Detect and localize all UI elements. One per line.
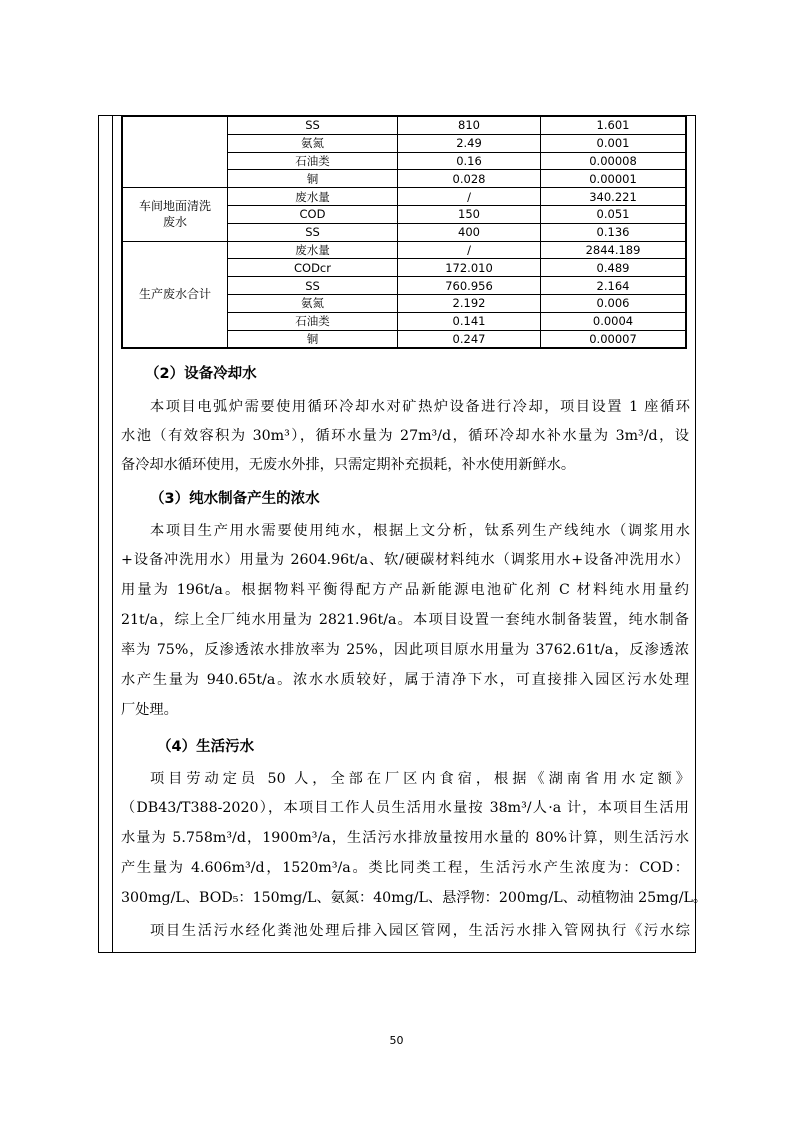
amount-cell: 2844.189: [541, 241, 687, 259]
item-cell: 氨氮: [228, 134, 398, 152]
table-row: [122, 188, 686, 206]
conc-cell: 0.141: [398, 312, 541, 330]
paragraph-line: 本项目电弧炉需要使用循环冷却水对矿热炉设备进行冷却，项目设置 1 座循环: [150, 399, 690, 415]
group-cell: [122, 117, 228, 188]
paragraph-line: +设备冲洗用水）用量为 2604.96t/a、软/硬碳材料纯水（调浆用水+设备冲洗用水）: [121, 552, 689, 568]
conc-cell: 400: [398, 223, 541, 241]
section-heading-concentrate: （3）纯水制备产生的浓水: [150, 491, 320, 507]
item-cell: 石油类: [228, 152, 398, 170]
item-cell: 废水量: [228, 188, 398, 206]
paragraph-line: 水池（有效容积为 30m³），循环水量为 27m³/d，循环冷却水补水量为 3m³/d，设: [121, 428, 689, 444]
amount-cell: 0.00007: [541, 330, 687, 348]
item-cell: COD: [228, 205, 398, 223]
paragraph-line: 备冷却水循环使用，无废水外排，只需定期补充损耗，补水使用新鲜水。: [121, 457, 576, 473]
paragraph-line: 产生量为 4.606m³/d，1520m³/a。类比同类工程，生活污水产生浓度为：COD：: [121, 860, 689, 876]
item-cell: 铜: [228, 170, 398, 188]
amount-cell: 0.00008: [541, 152, 687, 170]
amount-cell: 0.001: [541, 134, 687, 152]
item-cell: CODcr: [228, 259, 398, 277]
conc-cell: 172.010: [398, 259, 541, 277]
paragraph-line: 21t/a，综上全厂纯水用量为 2821.96t/a。本项目设置一套纯水制备装置，纯水制备: [121, 612, 689, 628]
frame-inner-border: [112, 115, 113, 953]
paragraph-line: 厂处理。: [121, 702, 178, 718]
paragraph-line: 项目生活污水经化粪池处理后排入园区管网，生活污水排入管网执行《污水综: [150, 923, 690, 939]
amount-cell: 0.489: [541, 259, 687, 277]
table-row: [122, 117, 686, 135]
item-cell: SS: [228, 277, 398, 295]
paragraph-line: 300mg/L、BOD₅：150mg/L、氨氮：40mg/L、悬浮物：200mg/L、动植物油 25mg/L。: [121, 890, 708, 906]
amount-cell: 2.164: [541, 277, 687, 295]
item-cell: SS: [228, 117, 398, 135]
conc-cell: 760.956: [398, 277, 541, 295]
amount-cell: 340.221: [541, 188, 687, 206]
amount-cell: 0.0004: [541, 312, 687, 330]
conc-cell: 2.49: [398, 134, 541, 152]
amount-cell: 0.00001: [541, 170, 687, 188]
item-cell: 石油类: [228, 312, 398, 330]
section-heading-cooling-water: （2）设备冷却水: [145, 366, 257, 382]
group-cell-total: 生产废水合计: [122, 241, 228, 348]
conc-cell: 0.247: [398, 330, 541, 348]
conc-cell: /: [398, 188, 541, 206]
paragraph-line: 水量为 5.758m³/d，1900m³/a，生活污水排放量按用水量的 80%计算，则生活污水: [121, 830, 689, 846]
amount-cell: 0.136: [541, 223, 687, 241]
item-cell: 废水量: [228, 241, 398, 259]
amount-cell: 0.051: [541, 205, 687, 223]
wastewater-table: [121, 116, 687, 349]
paragraph-line: 项目劳动定员 50 人，全部在厂区内食宿，根据《湖南省用水定额》: [150, 771, 690, 787]
paragraph-line: 率为 75%，反渗透浓水排放率为 25%，因此项目原水用量为 3762.61t/a，反渗透浓: [121, 642, 689, 658]
conc-cell: 150: [398, 205, 541, 223]
paragraph-line: （DB43/T388-2020），本项目工作人员生活用水量按 38m³/人·a 计，本项目生活用: [121, 800, 689, 816]
paragraph-line: 水产生量为 940.65t/a。浓水水质较好，属于清净下水，可直接排入园区污水处理: [121, 672, 689, 688]
section-heading-domestic-sewage: （4）生活污水: [157, 739, 255, 755]
conc-cell: 2.192: [398, 294, 541, 312]
group-cell-wash: [122, 188, 228, 241]
conc-cell: /: [398, 241, 541, 259]
amount-cell: 1.601: [541, 117, 687, 135]
paragraph-line: 本项目生产用水需要使用纯水，根据上文分析，钛系列生产线纯水（调浆用水: [150, 523, 690, 539]
conc-cell: 0.16: [398, 152, 541, 170]
paragraph-line: 用量为 196t/a。根据物料平衡得配方产品新能源电池矿化剂 C 材料纯水用量约: [121, 582, 689, 598]
item-cell: 氨氮: [228, 294, 398, 312]
page-number: 50: [389, 1034, 404, 1047]
group-label-line2: 废水: [162, 215, 187, 230]
amount-cell: 0.006: [541, 294, 687, 312]
item-cell: 铜: [228, 330, 398, 348]
table-row: [122, 241, 686, 259]
group-label-line1: 车间地面清洗: [138, 199, 211, 214]
conc-cell: 810: [398, 117, 541, 135]
conc-cell: 0.028: [398, 170, 541, 188]
item-cell: SS: [228, 223, 398, 241]
